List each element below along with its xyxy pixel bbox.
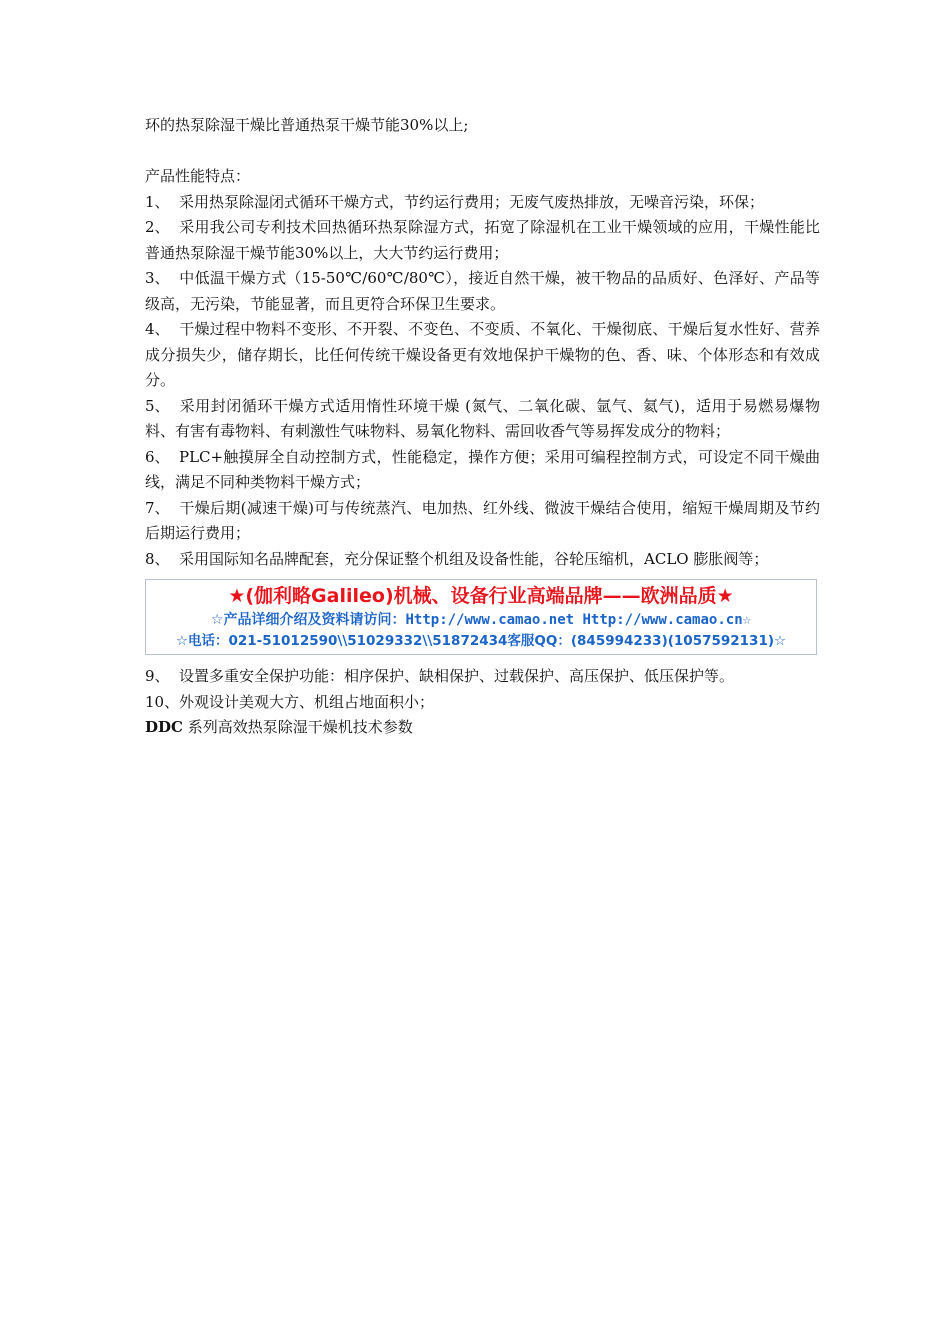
feature-text: PLC+触摸屏全自动控制方式，性能稳定，操作方便；采用可编程控制方式，可设定不同干燥曲线，满足不同种类物料干燥方式； (145, 447, 820, 491)
feature-item-3 (145, 266, 820, 317)
params-heading-text: 系列高效热泵除湿干燥机技术参数 (182, 718, 413, 736)
feature-number: 4、 (145, 320, 170, 338)
feature-number: 7、 (145, 498, 170, 517)
feature-text: 干燥后期(减速干燥)可与传统蒸汽、电加热、红外线、微波干燥结合使用，缩短干燥周期及节约后期运行费用； (145, 498, 820, 542)
feature-number: 6、 (145, 447, 170, 466)
document-body (145, 113, 820, 741)
feature-text: 中低温干燥方式（15-50℃/60℃/80℃），接近自然干燥，被干物品的品质好、色泽好、产品等级高，无污染，节能显著，而且更符合环保卫生要求。 (145, 269, 820, 313)
feature-item-1 (145, 190, 820, 216)
feature-number: 8、 (145, 549, 170, 568)
feature-number: 2、 (145, 218, 170, 236)
blank-line (145, 139, 820, 165)
feature-item-10 (145, 690, 820, 716)
features-heading: 产品性能特点： (145, 167, 251, 185)
feature-text: 外观设计美观大方、机组占地面积小； (179, 692, 435, 711)
feature-text: 采用国际知名品牌配套，充分保证整个机组及设备性能，谷轮压缩机，ACLO 膨胀阀等； (179, 549, 769, 568)
feature-text: 采用热泵除湿闭式循环干燥方式，节约运行费用；无废气废热排放，无噪音污染，环保； (179, 192, 765, 211)
feature-item-7 (145, 496, 820, 547)
feature-text: 采用封闭循环干燥方式适用惰性环境干燥 (氮气、二氧化碳、氩气、氦气)，适用于易燃易爆物料、有害有毒物料、有刺激性气味物料、易氧化物料、需回收香气等易挥发成分的物料； (145, 396, 820, 440)
banner-contact-line: ☆电话：021-51012590\\51029332\\51872434客服QQ：(845994233)(1057592131)☆ (175, 633, 787, 649)
feature-text: 采用我公司专利技术回热循环热泵除湿方式，拓宽了除湿机在工业干燥领域的应用，干燥性能比普通热泵除湿干燥节能30%以上，大大节约运行费用； (145, 218, 820, 262)
feature-item-4 (145, 317, 820, 394)
feature-item-9 (145, 664, 820, 690)
feature-item-8 (145, 547, 820, 573)
feature-number: 3、 (145, 269, 170, 287)
banner-website-urls: Http://www.camao.net Http://www.camao.cn☆ (405, 612, 752, 628)
banner-website-line (146, 610, 816, 630)
feature-number: 1、 (145, 192, 170, 211)
feature-item-6 (145, 445, 820, 496)
feature-number: 5、 (145, 396, 170, 415)
feature-item-2 (145, 215, 820, 266)
feature-number: 10、 (145, 692, 180, 711)
feature-text: 设置多重安全保护功能：相序保护、缺相保护、过载保护、高压保护、低压保护等。 (179, 667, 735, 685)
advertisement-banner (145, 579, 817, 655)
banner-website-label: ☆产品详细介绍及资料请访问： (210, 612, 406, 628)
feature-text: 干燥过程中物料不变形、不开裂、不变色、不变质、不氧化、干燥彻底、干燥后复水性好、营养成分损失少，储存期长，比任何传统干燥设备更有效地保护干燥物的色、香、味、个体形态和有效成分。 (145, 320, 820, 389)
params-heading (145, 715, 820, 741)
banner-brand-line: ★(伽利略Galileo)机械、设备行业高端品牌——欧洲品质★ (228, 585, 734, 607)
intro-tail-text: 环的热泵除湿干燥比普通热泵干燥节能30%以上; (145, 116, 469, 134)
params-heading-model: DDC (145, 718, 183, 736)
feature-number: 9、 (145, 667, 170, 685)
feature-item-5 (145, 394, 820, 445)
